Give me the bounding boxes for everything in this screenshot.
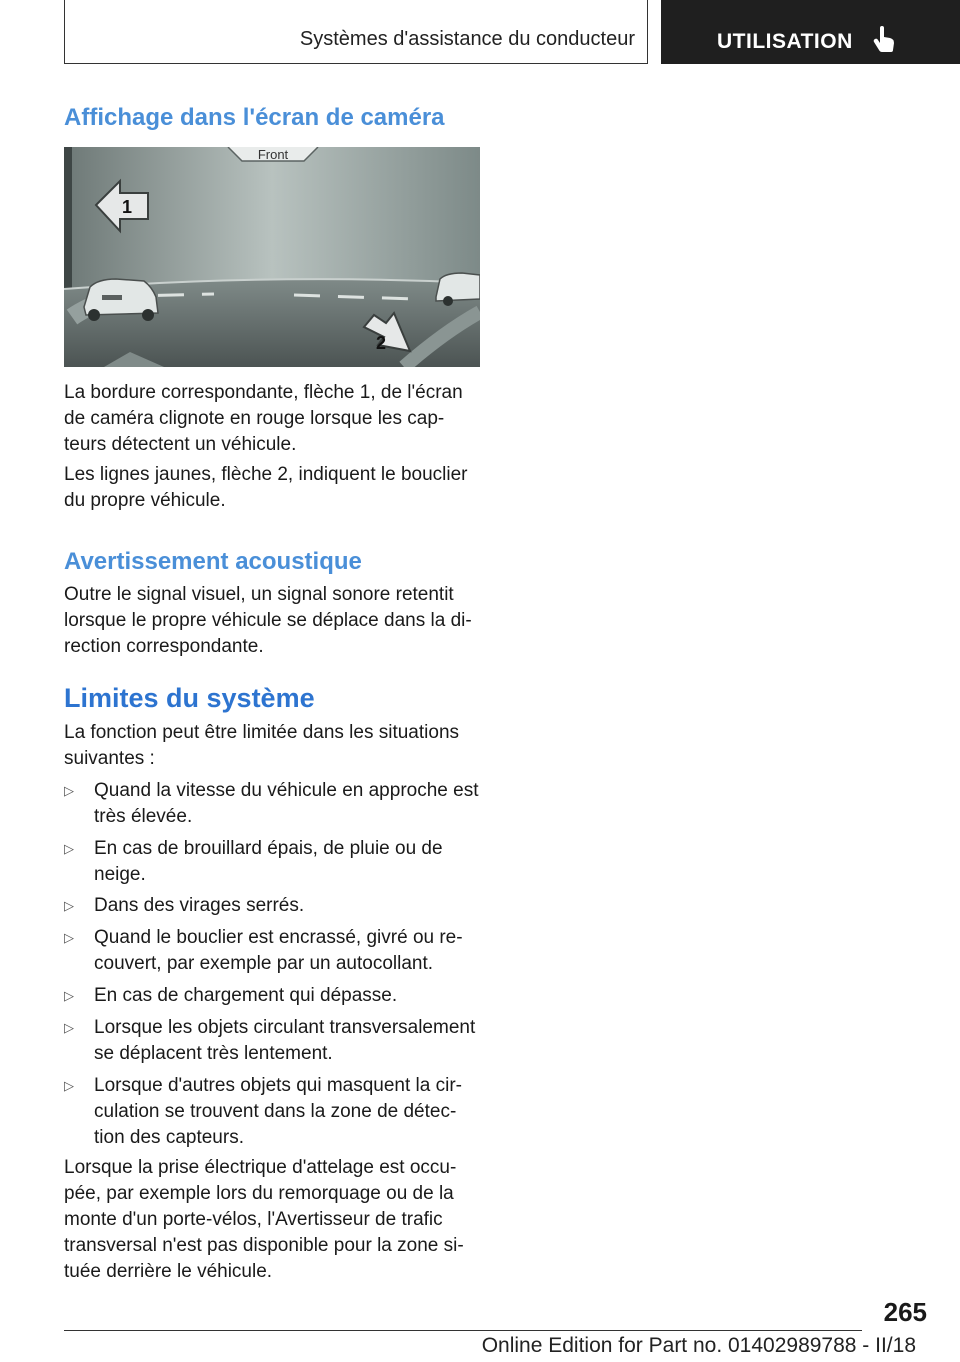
footer-text: Online Edition for Part no. 01402989788 - II/18 xyxy=(481,1334,916,1357)
arrow-2-label: 2 xyxy=(376,333,387,353)
footer-divider xyxy=(64,1330,862,1331)
acoustic-paragraph: Outre le signal visuel, un signal sonore retentit lorsque le propre véhicule se déplace dans la di‐ rection correspondante. xyxy=(64,584,472,657)
front-label: Front xyxy=(257,147,289,162)
camera-heading: Affichage dans l'écran de caméra xyxy=(64,104,445,131)
chapter-title: Systèmes d'assistance du conducteur xyxy=(299,28,635,50)
section-tab[interactable] xyxy=(661,0,960,64)
bullet-triangle-icon: ▷ xyxy=(64,988,74,1003)
bullet-triangle-icon: ▷ xyxy=(64,1020,74,1035)
bullet-triangle-icon: ▷ xyxy=(64,841,74,856)
camera-display-figure xyxy=(64,147,480,367)
bullet-triangle-icon: ▷ xyxy=(64,783,74,798)
bullet-triangle-icon: ▷ xyxy=(64,1078,74,1093)
section-title: UTILISATION xyxy=(717,30,853,53)
acoustic-heading: Avertissement acoustique xyxy=(64,548,362,575)
closing-paragraph: Lorsque la prise électrique d'attelage est occu‐ pée, par exemple lors du remorquage ou de la monte d'un porte-vélos, l'Avertisseur de trafic transversal n'est pas disponible pour la zone si‐ tuée derrière le véhicule. xyxy=(64,1157,464,1282)
chapter-header xyxy=(64,0,648,64)
limits-intro: La fonction peut être limitée dans les situations suivantes : xyxy=(64,722,460,769)
arrow-1-label: 1 xyxy=(122,197,133,217)
page-number: 265 xyxy=(883,1297,927,1327)
bullet-triangle-icon: ▷ xyxy=(64,898,74,913)
left-car xyxy=(84,279,158,321)
paragraph-border-flash: La bordure correspondante, flèche 1, de l'écran de caméra clignote en rouge lorsque les cap‐ teurs détectent un véhicule. xyxy=(64,382,463,455)
bullet-triangle-icon: ▷ xyxy=(64,930,74,945)
limits-heading: Limites du système xyxy=(64,683,315,713)
paragraph-yellow-lines: Les lignes jaunes, flèche 2, indiquent le bouclier du propre véhicule. xyxy=(64,464,468,511)
pointing-hand-icon xyxy=(873,26,895,52)
